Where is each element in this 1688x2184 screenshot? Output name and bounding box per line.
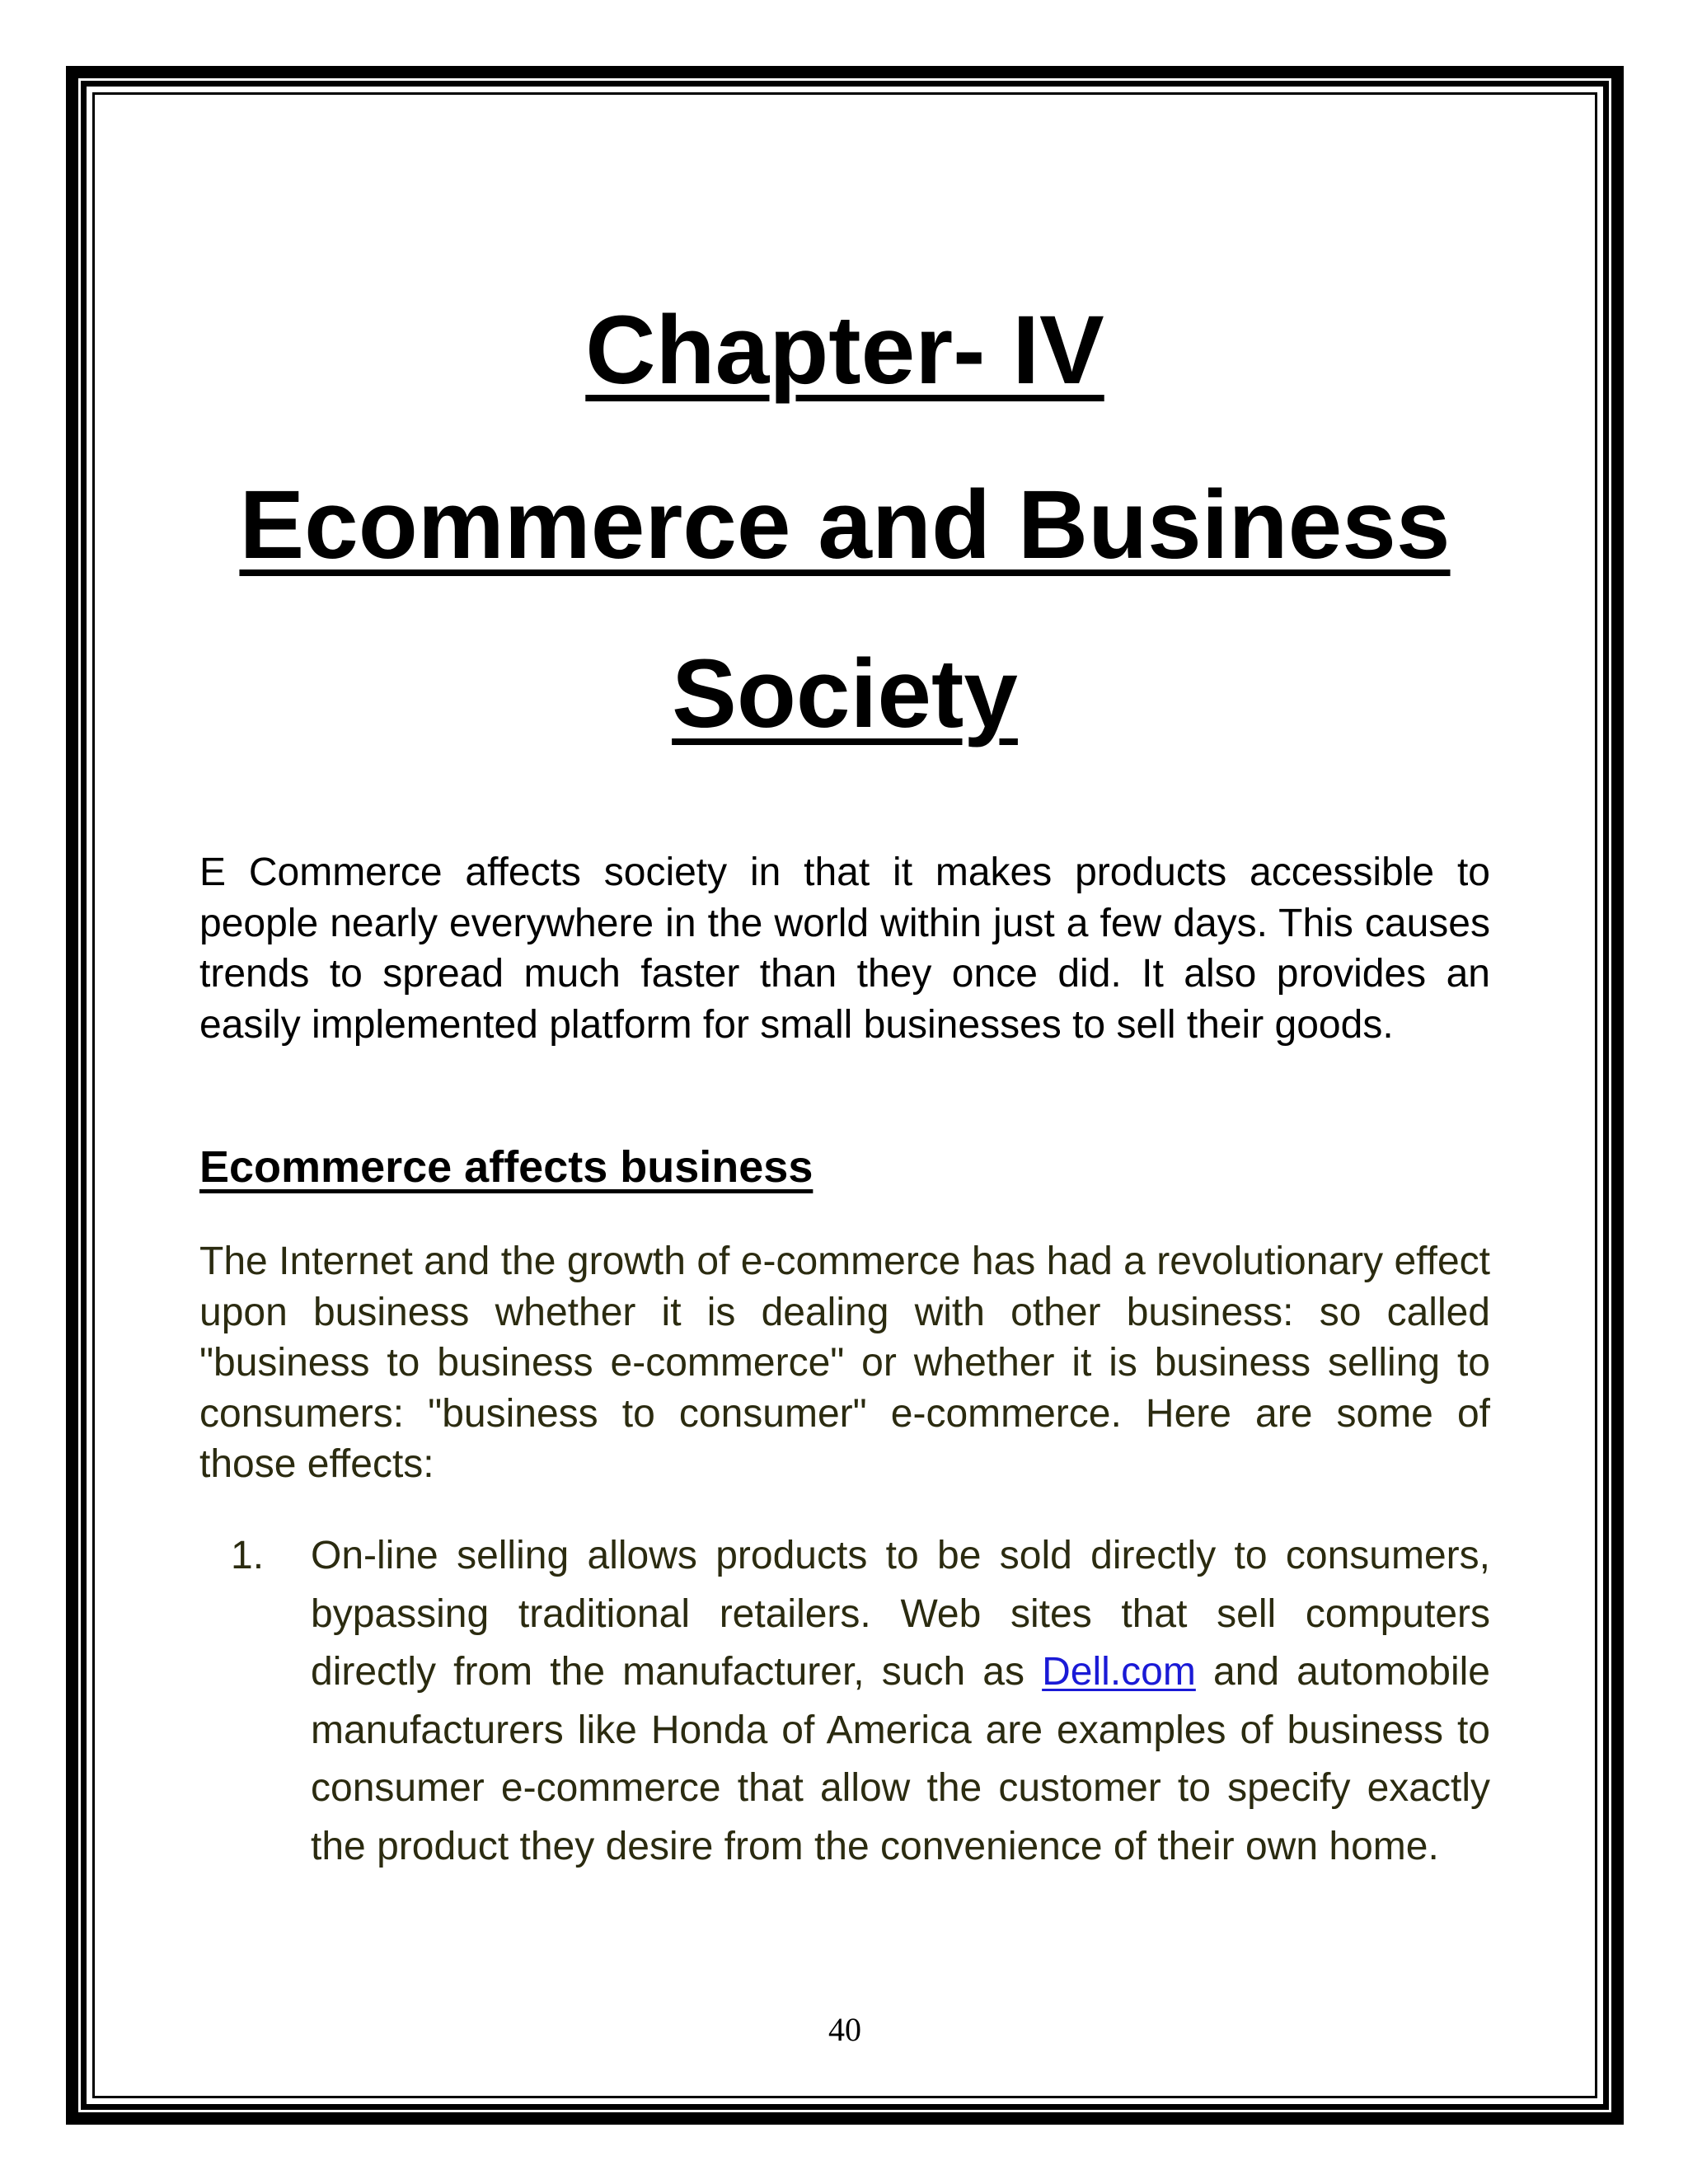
list-item-marker: 1. <box>231 1534 265 1577</box>
document-title-line-2 <box>99 636 1591 752</box>
section-paragraph: The Internet and the growth of e-commerce has had a revolutionary effect upon business whether it is dealing with other business: so called "business to business e-commerce" or whether it is business selling to consumers: "business to consumer" e-commerce. Here are some of those effects: <box>199 1240 1490 1486</box>
list-item-text-before-link: On-line selling allows products to be sold directly to consumers, bypassing traditional retailers. Web sites that sell computers directly from the manufacturer, such as <box>311 1534 1490 1694</box>
document-title-line-1-text: Ecommerce and Business <box>239 471 1451 579</box>
document-title-line-1 <box>99 467 1591 583</box>
document-page <box>99 99 1591 2093</box>
chapter-title-text: Chapter- IV <box>585 296 1104 405</box>
section-heading-text: Ecommerce affects business <box>199 1142 814 1192</box>
dell-link[interactable]: Dell.com <box>1042 1650 1196 1694</box>
page-number: 40 <box>828 2011 861 2048</box>
section-heading <box>199 1140 813 1194</box>
list-item <box>231 1527 1490 1876</box>
document-title-line-2-text: Society <box>672 640 1018 748</box>
chapter-title <box>99 293 1591 408</box>
effects-list <box>231 1527 1490 1876</box>
intro-paragraph: E Commerce affects society in that it makes products accessible to people nearly everywhere in the world within just a few days. This causes trends to spread much faster than they once did. It also provides an easily implemented platform for small businesses to sell their goods. <box>199 851 1490 1047</box>
list-item-text-after-link: and automobile manufacturers like Honda of America are examples of business to consumer e-commerce that allow the customer to specify exactly the product they desire from the convenience of their own home. <box>311 1650 1490 1868</box>
